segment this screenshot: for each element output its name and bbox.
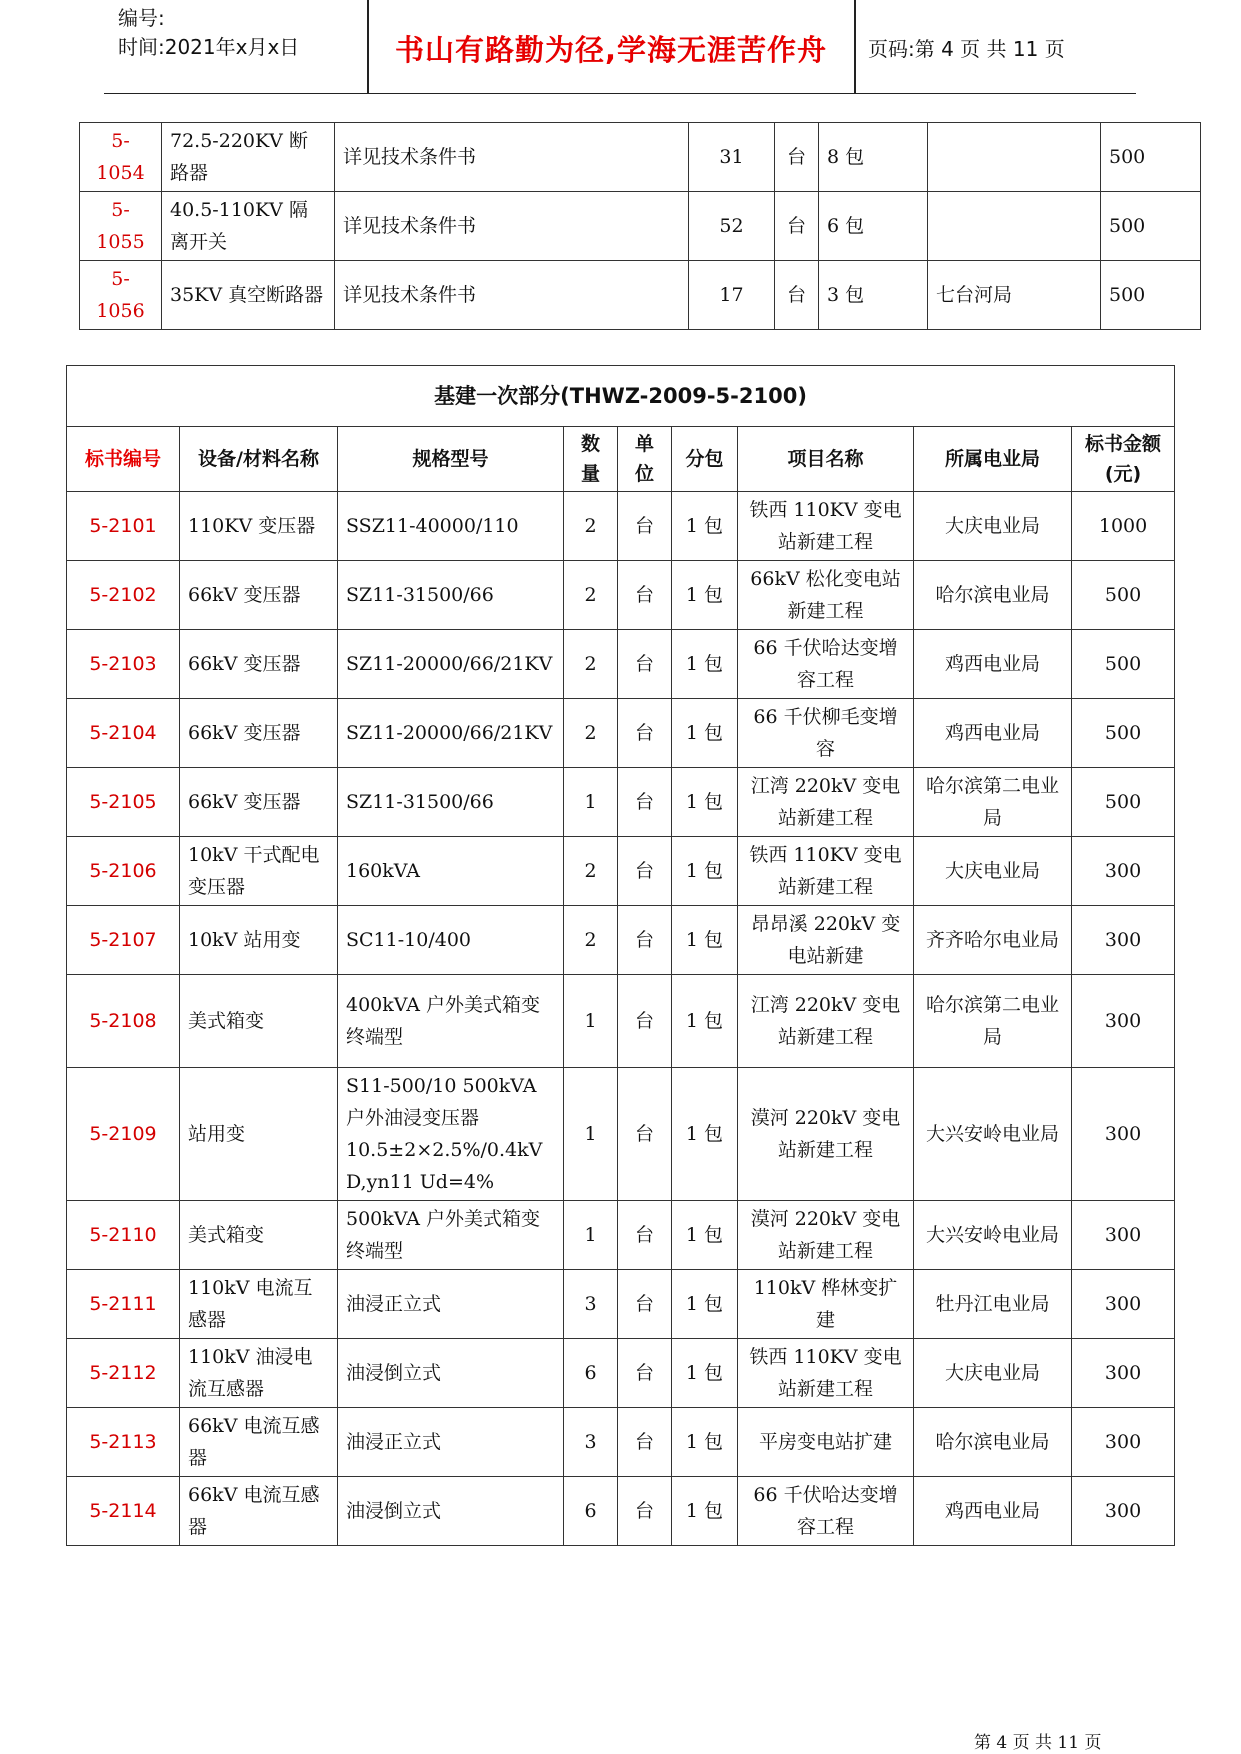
item-unit: 台 (618, 1068, 672, 1201)
item-package: 1 包 (672, 630, 738, 699)
item-amount: 300 (1072, 975, 1175, 1068)
item-project: 昂昂溪 220kV 变电站新建 (738, 906, 914, 975)
item-amount: 300 (1072, 1068, 1175, 1201)
item-qty: 1 (564, 1068, 618, 1201)
item-bureau: 大兴安岭电业局 (914, 1201, 1072, 1270)
item-name: 72.5-220KV 断路器 (162, 123, 335, 192)
header-code: 标书编号 (67, 427, 180, 492)
item-package: 1 包 (672, 1068, 738, 1201)
item-name: 66kV 变压器 (180, 699, 338, 768)
table-header-row (67, 427, 1175, 492)
item-amount: 500 (1072, 699, 1175, 768)
bid-code: 5-2107 (67, 906, 180, 975)
page-footer: 第 4 页 共 11 页 (974, 1733, 1102, 1753)
item-package: 8 包 (819, 123, 928, 192)
item-unit: 台 (618, 1408, 672, 1477)
item-project: 66 千伏柳毛变增容 (738, 699, 914, 768)
item-amount: 300 (1072, 1339, 1175, 1408)
item-bureau: 哈尔滨电业局 (914, 1408, 1072, 1477)
item-spec: 400kVA 户外美式箱变终端型 (338, 975, 564, 1068)
item-package: 1 包 (672, 975, 738, 1068)
item-spec: 详见技术条件书 (335, 261, 689, 330)
table-row (67, 630, 1175, 699)
item-qty: 1 (564, 768, 618, 837)
item-name: 110kV 油浸电流互感器 (180, 1339, 338, 1408)
item-package: 1 包 (672, 1201, 738, 1270)
table-row (67, 1270, 1175, 1339)
item-qty: 31 (689, 123, 775, 192)
item-name: 10kV 站用变 (180, 906, 338, 975)
table-row (67, 906, 1175, 975)
item-spec: 160kVA (338, 837, 564, 906)
continuation-table-body (80, 123, 1201, 330)
item-name: 美式箱变 (180, 975, 338, 1068)
header-qty: 数量 (564, 427, 618, 492)
bid-code: 5-1055 (80, 192, 162, 261)
item-project: 江湾 220kV 变电站新建工程 (738, 975, 914, 1068)
item-package: 1 包 (672, 1477, 738, 1546)
bid-code: 5-2108 (67, 975, 180, 1068)
item-qty: 1 (564, 975, 618, 1068)
item-unit: 台 (618, 837, 672, 906)
item-project: 漠河 220kV 变电站新建工程 (738, 1068, 914, 1201)
item-project: 66 千伏哈达变增容工程 (738, 630, 914, 699)
item-project: 江湾 220kV 变电站新建工程 (738, 768, 914, 837)
continuation-table (79, 122, 1201, 330)
item-package: 6 包 (819, 192, 928, 261)
item-amount: 300 (1072, 1477, 1175, 1546)
item-bureau: 鸡西电业局 (914, 630, 1072, 699)
table-row (67, 1408, 1175, 1477)
item-project: 铁西 110KV 变电站新建工程 (738, 492, 914, 561)
serial-label: 编号: (118, 6, 165, 30)
bid-code: 5-2113 (67, 1408, 180, 1477)
item-unit: 台 (618, 630, 672, 699)
header-spec: 规格型号 (338, 427, 564, 492)
item-spec: SC11-10/400 (338, 906, 564, 975)
item-unit: 台 (618, 975, 672, 1068)
item-project: 铁西 110KV 变电站新建工程 (738, 1339, 914, 1408)
item-name: 66kV 变压器 (180, 768, 338, 837)
item-name: 66kV 变压器 (180, 561, 338, 630)
table-row (67, 1339, 1175, 1408)
item-package: 1 包 (672, 837, 738, 906)
header-amount: 标书金额(元) (1072, 427, 1175, 492)
item-package: 1 包 (672, 492, 738, 561)
bid-code: 5-2101 (67, 492, 180, 561)
header-divider (854, 0, 856, 93)
item-name: 110kV 电流互感器 (180, 1270, 338, 1339)
item-amount: 500 (1101, 261, 1201, 330)
bid-code: 5-2103 (67, 630, 180, 699)
header-pkg: 分包 (672, 427, 738, 492)
item-spec: 详见技术条件书 (335, 123, 689, 192)
item-package: 1 包 (672, 1270, 738, 1339)
item-amount: 300 (1072, 1270, 1175, 1339)
item-bureau: 大庆电业局 (914, 1339, 1072, 1408)
bid-code: 5-1054 (80, 123, 162, 192)
page-header (104, 0, 1136, 94)
item-unit: 台 (618, 768, 672, 837)
item-spec: 详见技术条件书 (335, 192, 689, 261)
table-row (67, 837, 1175, 906)
bid-code: 5-2112 (67, 1339, 180, 1408)
item-bureau: 哈尔滨第二电业局 (914, 768, 1072, 837)
bid-code: 5-2110 (67, 1201, 180, 1270)
header-name: 设备/材料名称 (180, 427, 338, 492)
item-amount: 300 (1072, 1201, 1175, 1270)
table-row (67, 561, 1175, 630)
item-amount: 300 (1072, 1408, 1175, 1477)
item-spec: 油浸正立式 (338, 1408, 564, 1477)
item-unit: 台 (775, 261, 819, 330)
item-project: 七台河局 (928, 261, 1101, 330)
table-title-row (67, 366, 1175, 427)
bid-code: 5-1056 (80, 261, 162, 330)
item-unit: 台 (618, 1270, 672, 1339)
item-project: 漠河 220kV 变电站新建工程 (738, 1201, 914, 1270)
item-unit: 台 (618, 1201, 672, 1270)
bid-code: 5-2102 (67, 561, 180, 630)
table-row (67, 975, 1175, 1068)
item-unit: 台 (618, 561, 672, 630)
table-row (67, 492, 1175, 561)
bid-code: 5-2114 (67, 1477, 180, 1546)
item-bureau: 大庆电业局 (914, 492, 1072, 561)
table-row (80, 123, 1201, 192)
item-qty: 6 (564, 1477, 618, 1546)
item-unit: 台 (775, 123, 819, 192)
table-row (67, 699, 1175, 768)
item-package: 1 包 (672, 561, 738, 630)
item-qty: 2 (564, 699, 618, 768)
item-spec: 油浸倒立式 (338, 1477, 564, 1546)
item-package: 3 包 (819, 261, 928, 330)
item-qty: 2 (564, 492, 618, 561)
item-bureau: 鸡西电业局 (914, 699, 1072, 768)
item-amount: 300 (1072, 837, 1175, 906)
item-bureau: 齐齐哈尔电业局 (914, 906, 1072, 975)
item-unit: 台 (618, 1477, 672, 1546)
item-qty: 2 (564, 561, 618, 630)
item-bureau: 牡丹江电业局 (914, 1270, 1072, 1339)
table-row (67, 1201, 1175, 1270)
bid-code: 5-2105 (67, 768, 180, 837)
table-row (67, 1477, 1175, 1546)
item-qty: 17 (689, 261, 775, 330)
item-name: 站用变 (180, 1068, 338, 1201)
item-amount: 300 (1072, 906, 1175, 975)
item-amount: 500 (1072, 768, 1175, 837)
item-name: 美式箱变 (180, 1201, 338, 1270)
header-bureau: 所属电业局 (914, 427, 1072, 492)
item-project: 110kV 桦林变扩建 (738, 1270, 914, 1339)
bid-code: 5-2109 (67, 1068, 180, 1201)
item-qty: 1 (564, 1201, 618, 1270)
item-project (928, 192, 1101, 261)
header-meta (118, 4, 368, 62)
header-motto: 书山有路勤为径,学海无涯苦作舟 (394, 33, 828, 67)
item-name: 66kV 电流互感器 (180, 1408, 338, 1477)
item-project: 铁西 110KV 变电站新建工程 (738, 837, 914, 906)
bid-table (66, 365, 1175, 1546)
item-spec: 油浸倒立式 (338, 1339, 564, 1408)
item-qty: 6 (564, 1339, 618, 1408)
item-amount: 1000 (1072, 492, 1175, 561)
item-name: 10kV 干式配电变压器 (180, 837, 338, 906)
item-project: 66 千伏哈达变增容工程 (738, 1477, 914, 1546)
item-spec: S11-500/10 500kVA 户外油浸变压器 10.5±2×2.5%/0.4kV D,yn11 Ud=4% (338, 1068, 564, 1201)
item-package: 1 包 (672, 1408, 738, 1477)
item-package: 1 包 (672, 906, 738, 975)
item-amount: 500 (1101, 192, 1201, 261)
item-project: 66kV 松化变电站新建工程 (738, 561, 914, 630)
bid-code: 5-2111 (67, 1270, 180, 1339)
item-unit: 台 (618, 699, 672, 768)
item-project: 平房变电站扩建 (738, 1408, 914, 1477)
item-unit: 台 (618, 906, 672, 975)
item-name: 110KV 变压器 (180, 492, 338, 561)
item-qty: 2 (564, 630, 618, 699)
item-unit: 台 (618, 1339, 672, 1408)
item-spec: SSZ11-40000/110 (338, 492, 564, 561)
item-amount: 500 (1101, 123, 1201, 192)
item-bureau: 哈尔滨电业局 (914, 561, 1072, 630)
item-bureau: 大庆电业局 (914, 837, 1072, 906)
item-package: 1 包 (672, 1339, 738, 1408)
item-qty: 2 (564, 906, 618, 975)
item-bureau: 大兴安岭电业局 (914, 1068, 1072, 1201)
item-name: 66kV 电流互感器 (180, 1477, 338, 1546)
table-row (80, 261, 1201, 330)
item-project (928, 123, 1101, 192)
bid-code: 5-2106 (67, 837, 180, 906)
item-spec: SZ11-31500/66 (338, 561, 564, 630)
item-amount: 500 (1072, 561, 1175, 630)
item-amount: 500 (1072, 630, 1175, 699)
table-row (67, 768, 1175, 837)
item-package: 1 包 (672, 768, 738, 837)
header-unit: 单位 (618, 427, 672, 492)
item-spec: SZ11-20000/66/21KV (338, 630, 564, 699)
item-bureau: 鸡西电业局 (914, 1477, 1072, 1546)
item-qty: 2 (564, 837, 618, 906)
item-qty: 52 (689, 192, 775, 261)
table-row (67, 1068, 1175, 1201)
item-bureau: 哈尔滨第二电业局 (914, 975, 1072, 1068)
time-label: 时间:2021年x月x日 (118, 35, 300, 59)
item-spec: 油浸正立式 (338, 1270, 564, 1339)
item-unit: 台 (618, 492, 672, 561)
table-row (80, 192, 1201, 261)
bid-code: 5-2104 (67, 699, 180, 768)
bid-table-body (67, 492, 1175, 1546)
item-qty: 3 (564, 1408, 618, 1477)
item-spec: SZ11-31500/66 (338, 768, 564, 837)
item-package: 1 包 (672, 699, 738, 768)
item-unit: 台 (775, 192, 819, 261)
item-name: 66kV 变压器 (180, 630, 338, 699)
item-spec: SZ11-20000/66/21KV (338, 699, 564, 768)
item-name: 35KV 真空断路器 (162, 261, 335, 330)
table-title: 基建一次部分(THWZ-2009-5-2100) (67, 366, 1175, 427)
item-spec: 500kVA 户外美式箱变终端型 (338, 1201, 564, 1270)
item-qty: 3 (564, 1270, 618, 1339)
header-page-number: 页码:第 4 页 共 11 页 (868, 37, 1065, 61)
item-name: 40.5-110KV 隔离开关 (162, 192, 335, 261)
header-project: 项目名称 (738, 427, 914, 492)
